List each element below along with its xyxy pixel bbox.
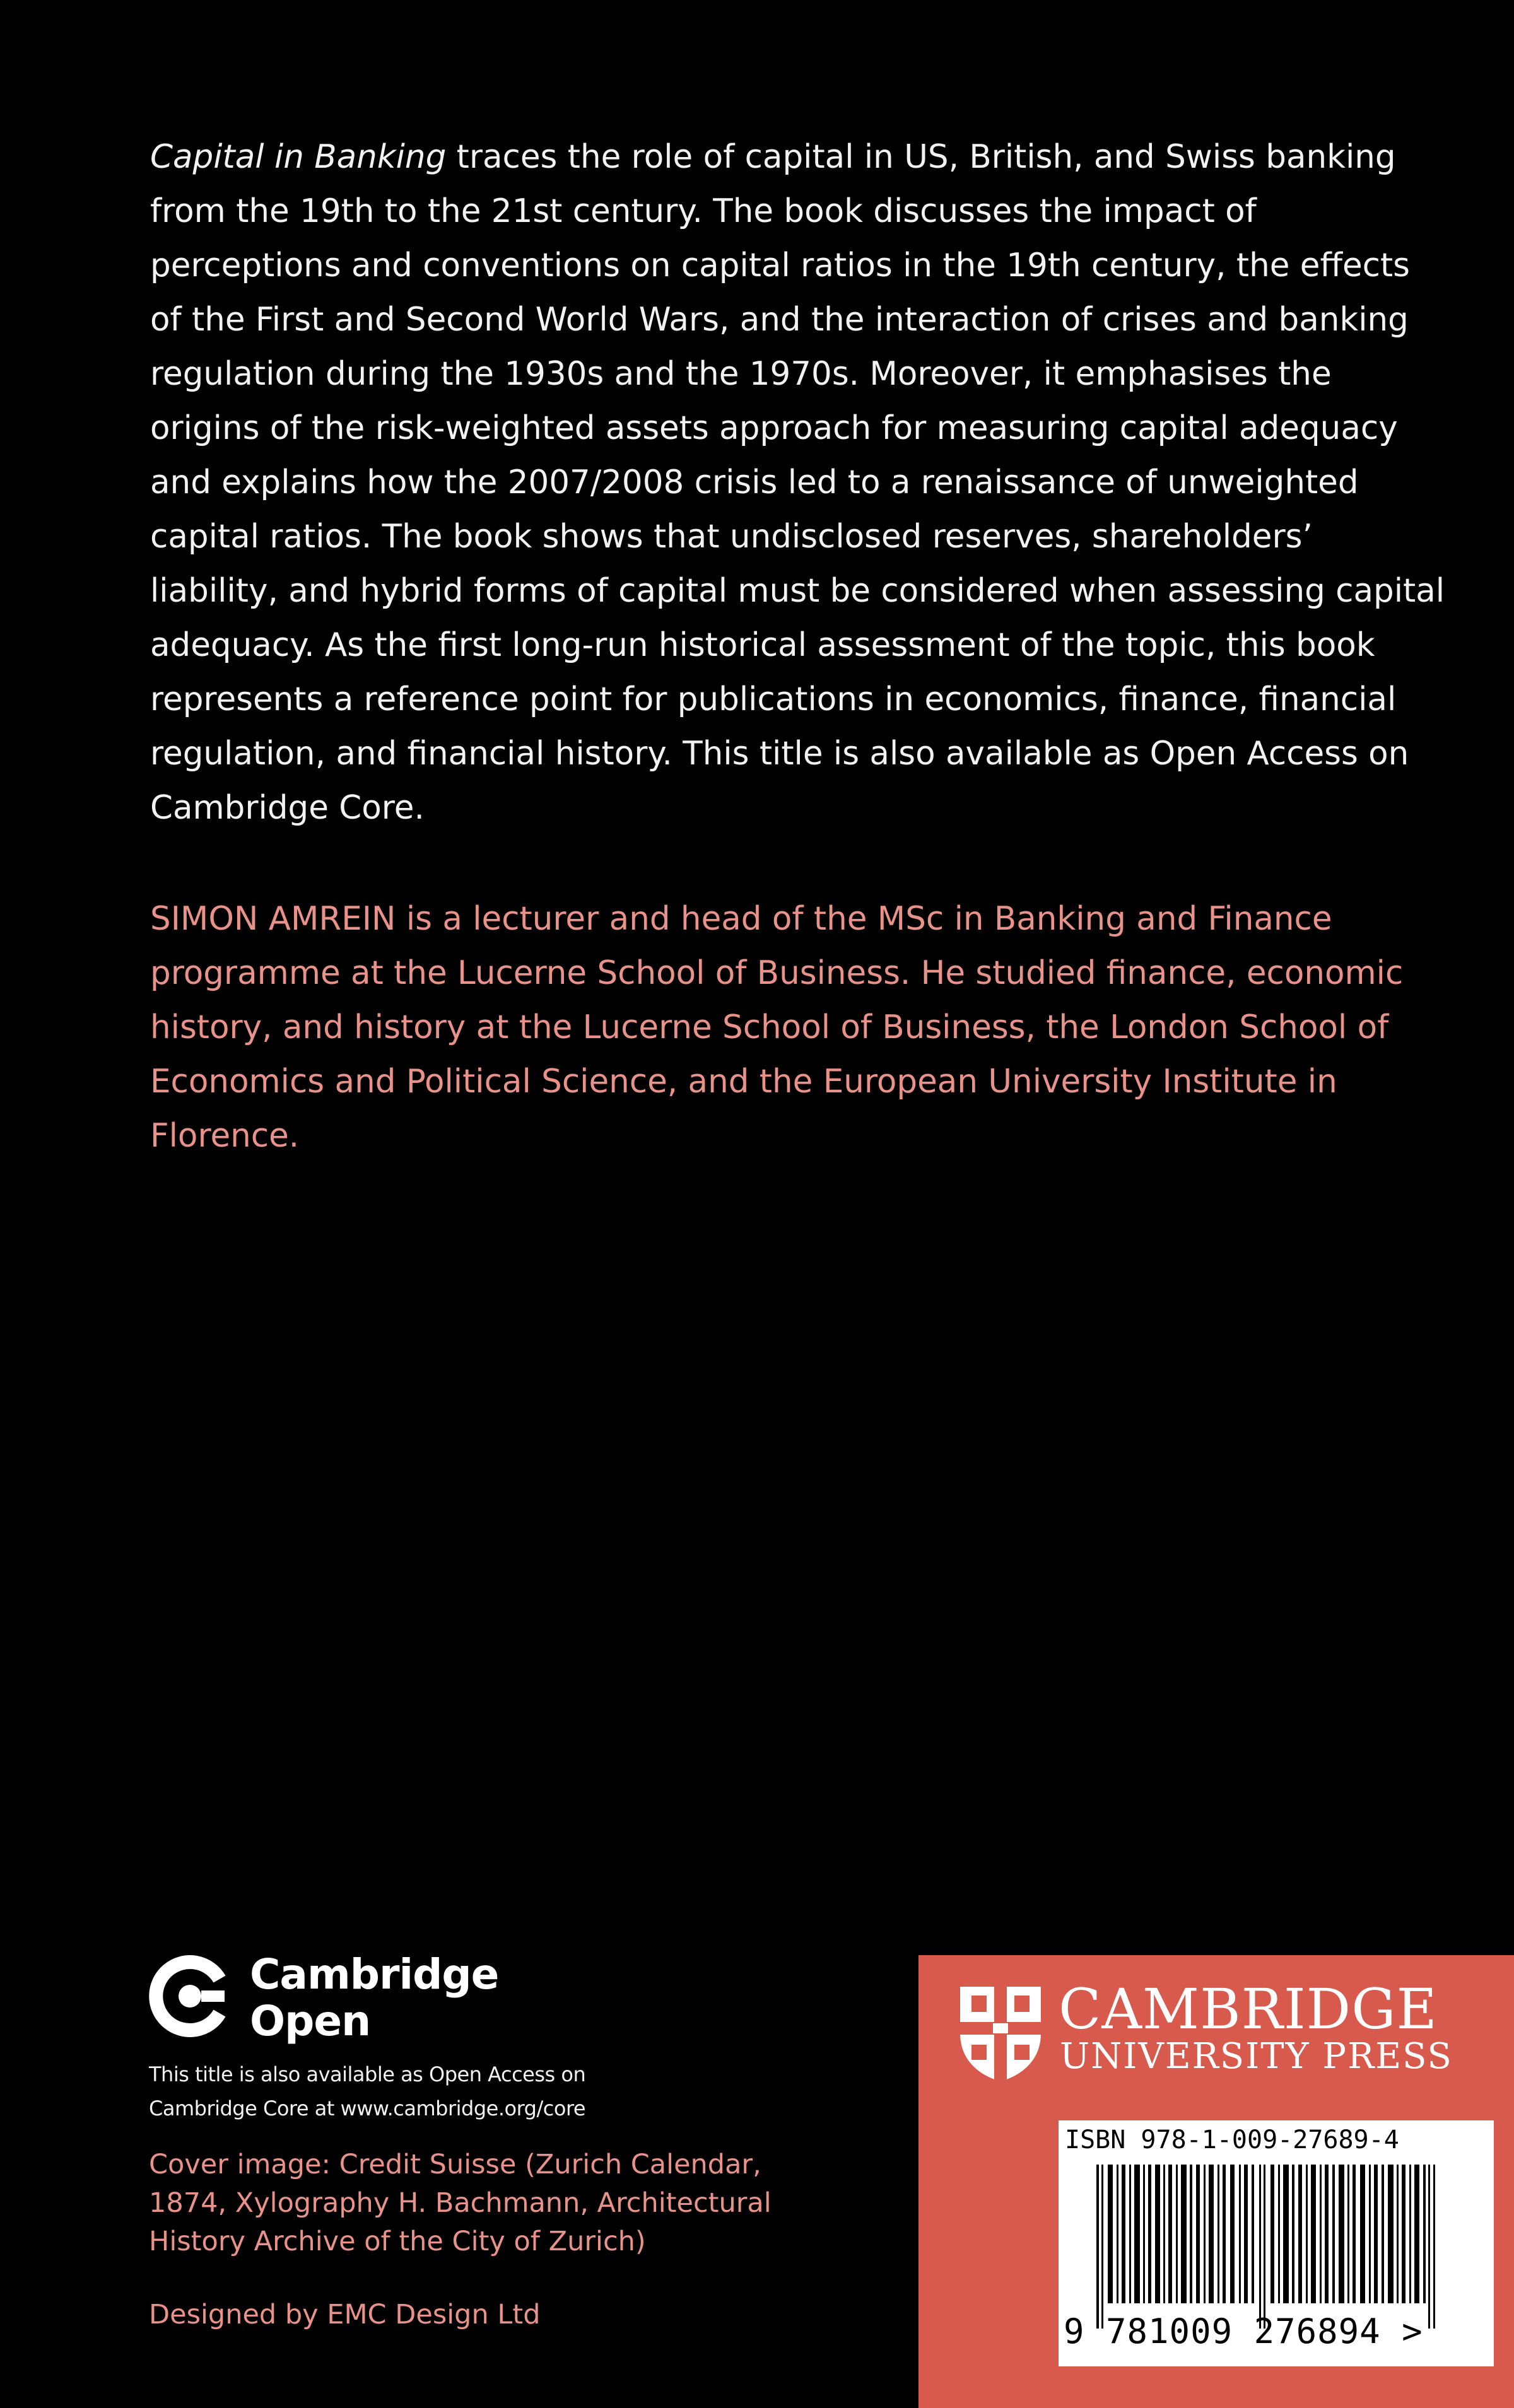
cambridge-open-wordmark (250, 1951, 498, 2045)
isbn-label: ISBN 978-1-009-27689-4 (1065, 2125, 1399, 2154)
cambridge-open-icon (149, 1955, 231, 2037)
author-bio: SIMON AMREIN is a lecturer and head of the MSc in Banking and Finance programme at the Lucerne School of Business. He studied finance, economic history, and history at the Lucerne School of Business, the London School of Economics and Political Science, and the European University Institute in Florence. (150, 900, 1404, 1155)
book-title-italic: Capital in Banking (150, 138, 447, 176)
cambridge-crest-icon (956, 1983, 1045, 2084)
blurb-text: traces the role of capital in US, British, and Swiss banking from the 19th to the 21st century. The book discusses the impact of perceptions and conventions on capital ratios in the 19th century, the effects of the First and Second World Wars, and the interaction of crises and banking regulation during the 1930s and the 1970s. Moreover, it emphasises the origins of the risk-weighted assets approach for measuring capital adequacy and explains how the 2007/2008 crisis led to a renaissance of unweighted capital ratios. The book shows that undisclosed reserves, shareholders’ liability, and hybrid forms of capital must be considered when assessing capital adequacy. As the first long-run historical assessment of the topic, this book represents a reference point for publications in economics, finance, financial regulation, and financial history. This title is also available as Open Access on Cambridge Core. (150, 138, 1445, 827)
publisher-name-line1: CAMBRIDGE (1059, 1977, 1438, 2042)
cambridge-open-logo (149, 1951, 527, 2046)
publisher-name-line2: UNIVERSITY PRESS (1060, 2036, 1453, 2077)
open-access-note: This title is also available as Open Access on Cambridge Core at www.cambridge.org/core (149, 2062, 586, 2120)
barcode-digits: 9 781009 276894 > (1064, 2312, 1423, 2351)
designer-credit: Designed by EMC Design Ltd (149, 2299, 541, 2330)
book-blurb (150, 130, 1450, 835)
publisher-panel (918, 1955, 1514, 2408)
cover-image-credit: Cover image: Credit Suisse (Zurich Calendar, 1874, Xylography H. Bachmann, Architectural History Archive of the City of Zurich) (149, 2149, 772, 2257)
barcode-box (1059, 2120, 1494, 2366)
barcode-image (1059, 2165, 1494, 2329)
cambridge-open-line2: Open (250, 1997, 371, 2045)
cambridge-open-line1: Cambridge (250, 1950, 499, 1999)
